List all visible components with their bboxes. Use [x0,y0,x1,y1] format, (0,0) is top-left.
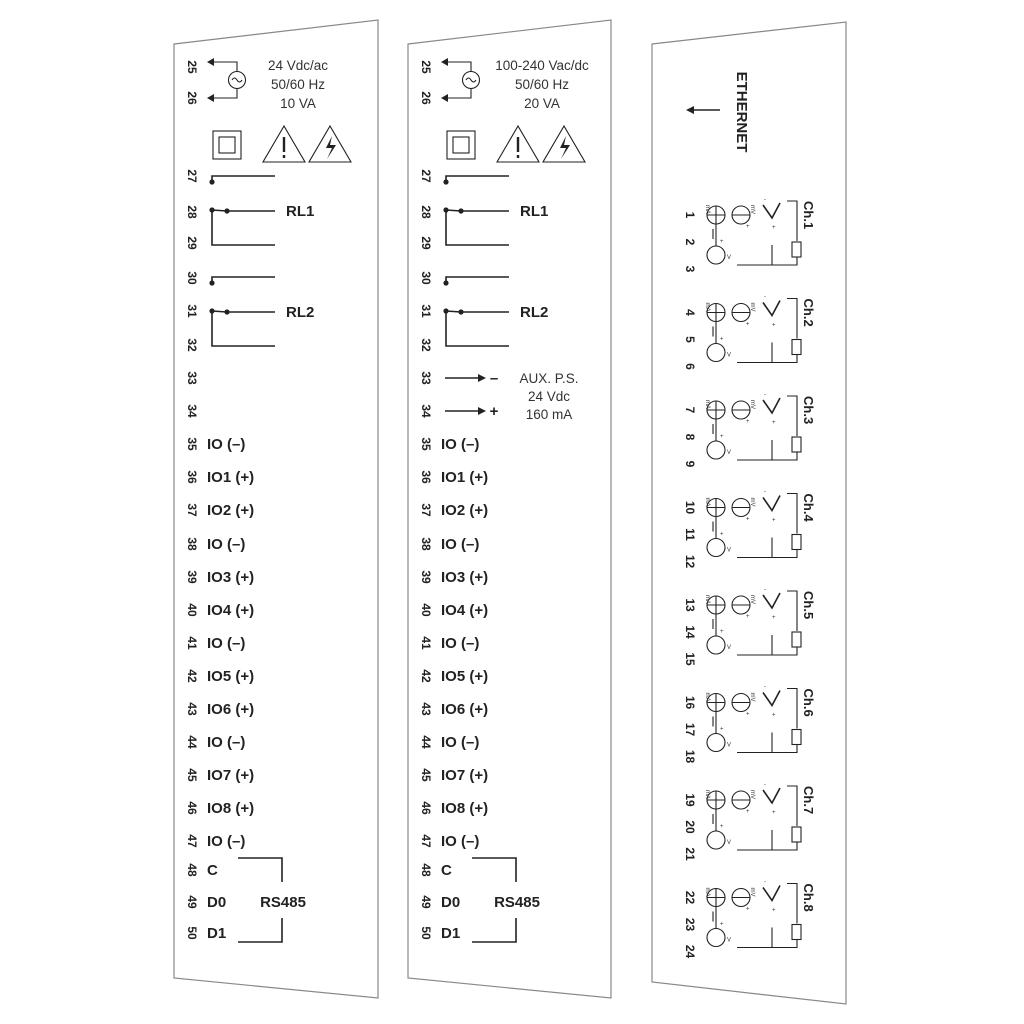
io-label: IO5 (+) [441,668,489,685]
mv-mark: mV [749,692,755,702]
terminal-number: 4 [682,309,697,316]
terminal-number: 6 [682,363,697,370]
terminal-number: 37 [418,503,433,517]
supply-spec: 50/60 Hz [514,77,570,92]
plus-mark: + [772,322,776,329]
supply-spec: 20 VA [524,96,560,111]
channel-label: Ch.4 [801,493,816,522]
io-label: IO (–) [207,436,246,453]
panel-outline-2 [408,20,611,998]
plus-mark: + [746,906,750,913]
io-label: IO1 (+) [441,469,489,486]
plus-mark: + [720,726,724,733]
terminal-number: 15 [682,652,697,666]
ma-mark: mA [704,302,710,312]
relay-terminal-dot [458,208,463,213]
minus-mark: - [764,684,766,691]
terminal-number: 26 [184,91,199,105]
terminal-number: 3 [682,265,697,273]
io-label: IO6 (+) [207,701,255,718]
relay-terminal-dot [443,280,448,285]
terminal-number: 42 [184,669,199,683]
terminal-number: 43 [418,702,433,716]
terminal-number: 41 [418,636,433,650]
terminal-number: 36 [418,470,433,484]
terminal-number: 33 [418,371,433,385]
ethernet-label: ETHERNET [733,71,750,153]
panel-outline-1 [174,20,378,998]
serial-label: C [441,862,452,879]
terminal-number: 46 [184,801,199,815]
terminal-number: 49 [184,895,199,909]
terminal-number: 39 [184,570,199,584]
terminal-number: 7 [682,406,697,414]
terminal-number: 16 [682,695,697,710]
io-label: IO (–) [441,436,480,453]
terminal-number: 48 [418,863,433,877]
v-mark: V [727,450,732,456]
terminal-number: 32 [418,338,433,352]
minus-mark: - [764,879,766,886]
rs485-label: RS485 [260,894,306,911]
ma-mark: mA [704,887,710,897]
plus-mark: + [746,614,750,620]
mv-mark: mV [749,205,755,214]
io-label: IO1 (+) [207,469,255,486]
relay-terminal-dot [209,179,214,184]
relay-label: RL2 [520,304,549,321]
relay-terminal-dot [443,179,448,184]
plus-mark: + [746,711,750,718]
plus-mark: + [772,907,776,914]
io-label: IO (–) [441,833,480,850]
terminal-number: 22 [682,890,697,905]
plus-mark: + [746,224,750,230]
supply-spec: 24 Vdc/ac [267,58,329,73]
io-label: IO (–) [441,734,480,751]
plus-mark: + [720,239,724,245]
terminal-number: 36 [184,470,199,484]
plus-mark: + [720,921,724,928]
io-label: IO8 (+) [207,800,255,817]
terminal-number: 44 [184,735,199,749]
plus-mark: + [772,517,776,524]
terminal-number: 1 [682,211,697,219]
ma-mark: mA [704,692,710,702]
channel-label: Ch.2 [801,298,816,327]
terminal-number: 45 [184,768,199,782]
minus-mark: - [764,197,766,203]
io-label: IO3 (+) [207,569,255,586]
io-label: IO (–) [207,635,246,652]
plus-mark: + [772,420,776,426]
terminal-number: 50 [184,926,199,940]
v-mark: V [727,840,732,846]
minus-mark: - [764,294,766,301]
relay-terminal-dot [209,280,214,285]
terminal-number: 28 [418,205,433,219]
v-mark: V [727,547,732,554]
minus-mark: - [764,489,766,496]
terminal-number: 28 [184,205,199,219]
terminal-number: 43 [184,702,199,716]
terminal-number: 21 [682,847,697,861]
terminal-number: 47 [184,834,199,848]
terminal-number: 12 [682,554,697,569]
mv-mark: mV [749,887,755,897]
plus-mark: + [720,531,724,538]
plus-mark: + [772,810,776,816]
channel-label: Ch.7 [801,786,816,815]
supply-spec: 100-240 Vac/dc [495,58,589,73]
relay-label: RL1 [286,203,315,220]
io-label: IO7 (+) [207,767,255,784]
io-label: IO6 (+) [441,701,489,718]
terminal-number: 40 [184,603,199,617]
io-label: IO (–) [207,833,246,850]
channel-label: Ch.8 [801,883,816,912]
relay-terminal-dot [458,309,463,314]
terminal-number: 38 [184,537,199,551]
terminal-number: 50 [418,926,433,940]
mv-mark: mV [749,497,755,507]
minus-mark: - [764,782,766,788]
relay-terminal-dot [224,309,229,314]
terminal-number: 27 [418,169,433,183]
serial-label: C [207,862,218,879]
ma-mark: mA [704,595,710,604]
channel-label: Ch.1 [801,201,816,230]
serial-label: D0 [441,894,461,911]
rs485-label: RS485 [494,894,540,911]
aux-spec: 24 Vdc [527,389,571,404]
relay-label: RL2 [286,304,315,321]
io-label: IO (–) [441,536,480,553]
supply-spec: 10 VA [280,96,316,111]
serial-label: D1 [207,925,227,942]
terminal-number: 38 [418,537,433,551]
terminal-number: 42 [418,669,433,683]
terminal-number: 14 [682,625,697,639]
mv-mark: mV [749,400,755,409]
terminal-number: 18 [682,749,697,764]
channel-label: Ch.3 [801,396,816,425]
io-label: IO4 (+) [441,602,489,619]
aux-plus-symbol: + [489,403,499,420]
channel-label: Ch.6 [801,688,816,717]
terminal-number: 20 [682,820,697,834]
terminal-number: 2 [682,238,697,246]
mv-mark: mV [749,302,755,312]
terminal-number: 5 [682,336,697,343]
relay-label: RL1 [520,203,549,220]
plus-mark: + [772,615,776,621]
terminal-number: 19 [682,793,697,807]
plus-mark: + [720,629,724,635]
terminal-number: 8 [682,433,697,441]
io-label: IO2 (+) [441,502,489,519]
terminal-number: 13 [682,598,697,612]
terminal-number: 48 [184,863,199,877]
minus-mark: - [764,587,766,593]
terminal-number: 47 [418,834,433,848]
terminal-number: 35 [418,437,433,451]
v-mark: V [727,255,732,261]
terminal-number: 24 [682,944,697,959]
mv-mark: mV [749,790,755,799]
io-label: IO4 (+) [207,602,255,619]
serial-label: D1 [441,925,461,942]
terminal-number: 31 [418,304,433,318]
terminal-number: 37 [184,503,199,517]
terminal-number: 40 [418,603,433,617]
terminal-number: 34 [418,404,433,418]
terminal-number: 34 [184,404,199,418]
io-label: IO (–) [441,635,480,652]
serial-label: D0 [207,894,227,911]
io-label: IO2 (+) [207,502,255,519]
ma-mark: mA [704,205,710,214]
plus-mark: + [746,419,750,425]
terminal-number: 44 [418,735,433,749]
aux-spec: AUX. P.S. [519,371,579,386]
terminal-number: 46 [418,801,433,815]
terminal-number: 25 [184,60,199,74]
terminal-number: 25 [418,60,433,74]
io-label: IO8 (+) [441,800,489,817]
terminal-number: 26 [418,91,433,105]
io-label: IO (–) [207,536,246,553]
terminal-number: 41 [184,636,199,650]
supply-spec: 50/60 Hz [270,77,326,92]
terminal-number: 27 [184,169,199,183]
plus-mark: + [746,516,750,523]
aux-minus-symbol: – [489,370,499,387]
terminal-number: 29 [418,236,433,250]
ma-mark: mA [704,790,710,799]
plus-mark: + [720,434,724,440]
terminal-number: 49 [418,895,433,909]
io-label: IO7 (+) [441,767,489,784]
terminal-number: 32 [184,338,199,352]
v-mark: V [727,742,732,749]
terminal-number: 10 [682,500,697,515]
v-mark: V [727,645,732,651]
terminal-number: 9 [682,460,697,468]
terminal-number: 33 [184,371,199,385]
terminal-number: 11 [682,528,697,541]
terminal-number: 30 [184,271,199,285]
plus-mark: + [746,809,750,815]
plus-mark: + [772,225,776,231]
plus-mark: + [772,712,776,719]
minus-mark: - [764,392,766,398]
io-label: IO (–) [207,734,246,751]
ma-mark: mA [704,497,710,507]
aux-spec: 160 mA [525,407,573,422]
plus-mark: + [720,824,724,830]
terminal-number: 29 [184,236,199,250]
io-label: IO3 (+) [441,569,489,586]
terminal-number: 17 [682,722,697,737]
v-mark: V [727,937,732,944]
channel-label: Ch.5 [801,591,816,620]
io-label: IO5 (+) [207,668,255,685]
v-mark: V [727,352,732,359]
ma-mark: mA [704,400,710,409]
plus-mark: + [720,336,724,343]
mv-mark: mV [749,595,755,604]
relay-terminal-dot [224,208,229,213]
plus-mark: + [746,321,750,328]
terminal-number: 35 [184,437,199,451]
terminal-number: 45 [418,768,433,782]
terminal-number: 23 [682,917,697,932]
terminal-number: 39 [418,570,433,584]
terminal-number: 30 [418,271,433,285]
terminal-number: 31 [184,304,199,318]
